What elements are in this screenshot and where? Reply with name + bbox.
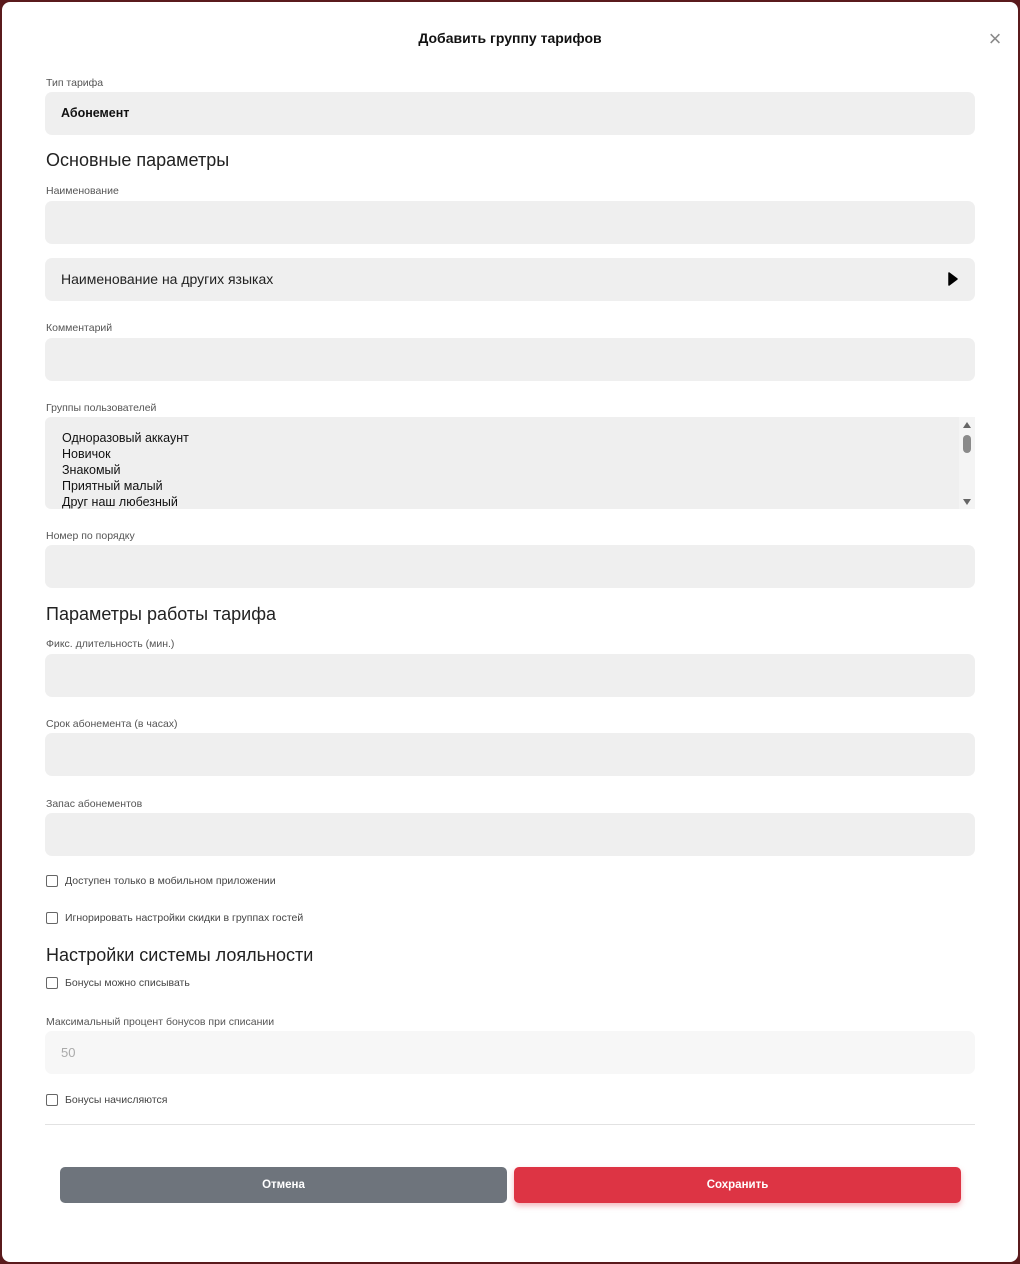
- list-item[interactable]: Новичок: [62, 447, 111, 461]
- fixed-duration-label: Фикс. длительность (мин.): [46, 638, 175, 650]
- list-item[interactable]: Знакомый: [62, 463, 121, 477]
- mobile-only-checkbox[interactable]: [46, 875, 58, 887]
- mobile-only-label: Доступен только в мобильном приложении: [65, 875, 276, 887]
- fixed-duration-field[interactable]: [45, 654, 975, 697]
- list-item[interactable]: Одноразовый аккаунт: [62, 431, 189, 445]
- other-languages-label: Наименование на других языках: [61, 271, 274, 287]
- other-languages-accordion[interactable]: [45, 258, 975, 301]
- cancel-button[interactable]: Отмена: [60, 1167, 507, 1203]
- user-groups-listbox[interactable]: [45, 417, 975, 509]
- bonus-spend-label: Бонусы можно списывать: [65, 977, 190, 989]
- dialog-title: Добавить группу тарифов: [418, 30, 602, 46]
- list-item[interactable]: Приятный малый: [62, 479, 163, 493]
- order-field[interactable]: [45, 545, 975, 588]
- bonus-spend-row[interactable]: [46, 977, 190, 989]
- save-button[interactable]: Сохранить: [514, 1167, 961, 1203]
- name-label: Наименование: [46, 185, 119, 197]
- loyalty-heading: Настройки системы лояльности: [46, 945, 314, 965]
- scroll-up-icon[interactable]: [962, 420, 972, 430]
- ignore-discount-row[interactable]: [46, 912, 303, 924]
- subscription-term-field[interactable]: [45, 733, 975, 776]
- ignore-discount-checkbox[interactable]: [46, 912, 58, 924]
- scroll-down-icon[interactable]: [962, 497, 972, 507]
- close-icon[interactable]: ×: [988, 26, 1002, 51]
- list-item[interactable]: Друг наш любезный: [62, 495, 178, 509]
- operation-params-heading: Параметры работы тарифа: [46, 604, 277, 624]
- comment-field[interactable]: [45, 338, 975, 381]
- mobile-only-row[interactable]: [46, 875, 276, 887]
- order-label: Номер по порядку: [46, 530, 135, 542]
- name-field[interactable]: [45, 201, 975, 244]
- footer-divider: [45, 1124, 975, 1125]
- bonus-accrue-row[interactable]: [46, 1094, 167, 1106]
- subscription-stock-field[interactable]: [45, 813, 975, 856]
- subscription-term-label: Срок абонемента (в часах): [46, 718, 178, 730]
- comment-label: Комментарий: [46, 322, 113, 334]
- ignore-discount-label: Игнорировать настройки скидки в группах гостей: [65, 912, 304, 924]
- max-percent-field[interactable]: 50: [45, 1031, 975, 1074]
- bonus-accrue-label: Бонусы начисляются: [65, 1094, 168, 1106]
- max-percent-label: Максимальный процент бонусов при списании: [46, 1016, 275, 1028]
- caret-right-icon: [948, 272, 958, 286]
- bonus-spend-checkbox[interactable]: [46, 977, 58, 989]
- tariff-type-field[interactable]: Абонемент: [45, 92, 975, 135]
- bonus-accrue-checkbox[interactable]: [46, 1094, 58, 1106]
- add-tariff-group-dialog: [2, 2, 1018, 1262]
- tariff-type-label: Тип тарифа: [46, 77, 104, 89]
- subscription-stock-label: Запас абонементов: [46, 798, 143, 810]
- scrollbar-thumb[interactable]: [963, 435, 971, 453]
- listbox-scrollbar[interactable]: [959, 417, 975, 509]
- user-groups-label: Группы пользователей: [46, 402, 157, 414]
- basic-params-heading: Основные параметры: [46, 150, 230, 170]
